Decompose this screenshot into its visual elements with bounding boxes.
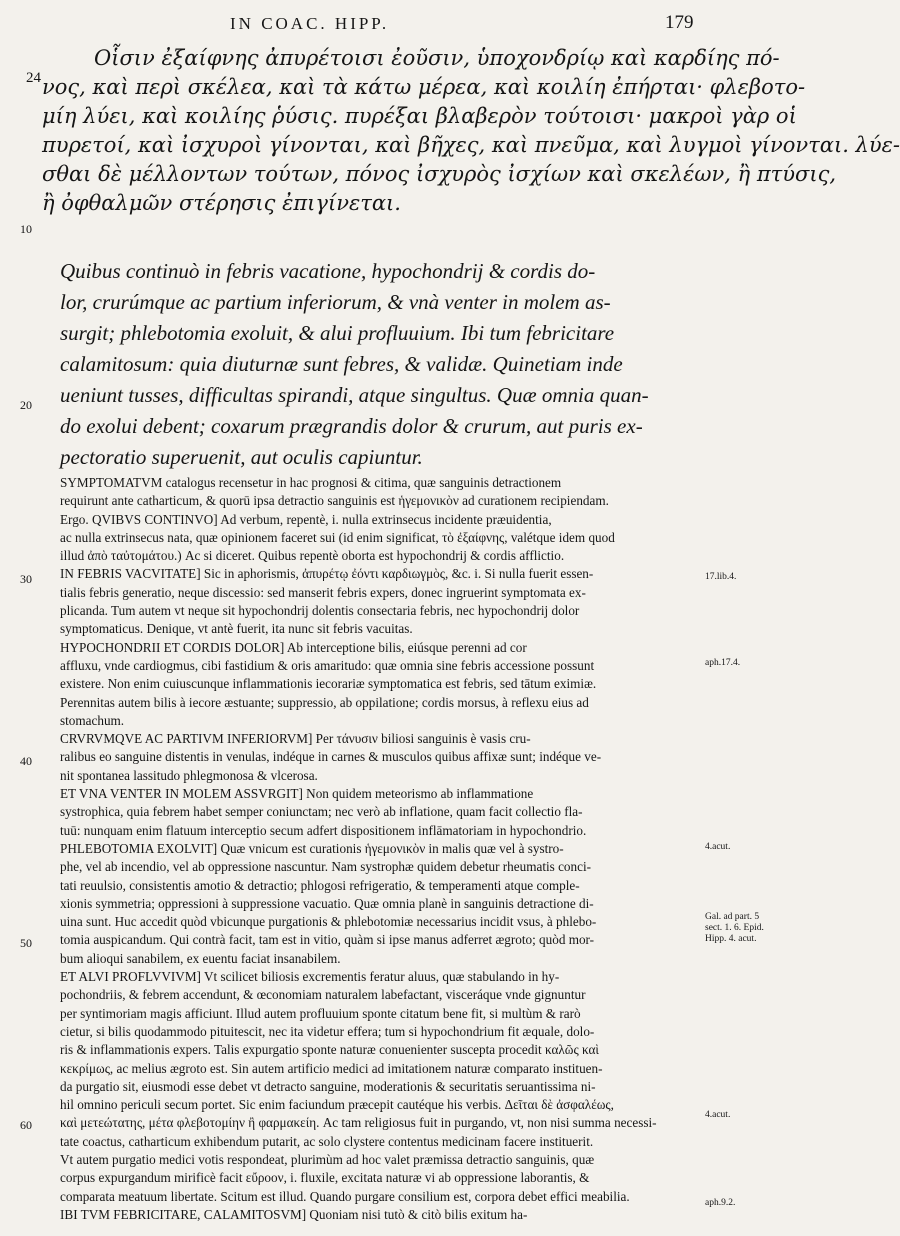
margin-note: sect. 1. 6. Epid. bbox=[705, 923, 764, 933]
commentary-block bbox=[60, 474, 712, 1224]
commentary-line: systrophica, quia febrem habet semper coniunctam; nec verò ab inflatione, quam facit collectio fla- bbox=[60, 804, 583, 820]
commentary-line: IBI TVM FEBRICITARE, CALAMITOSVM] Quoniam nisi tutò & citò bilis exitum ha- bbox=[60, 1206, 528, 1222]
line-number: 50 bbox=[20, 936, 32, 950]
latin-line: lor, crurúmque ac partium inferiorum, & vnà venter in molem as- bbox=[60, 290, 611, 314]
margin-note: 17.lib.4. bbox=[705, 572, 737, 582]
commentary-line: ET VNA VENTER IN MOLEM ASSVRGIT] Non quidem meteorismo ab inflammatione bbox=[60, 786, 534, 802]
commentary-line: κεκρίμως, ac melius ægroto est. Sin autem artificio medici ad imitationem naturæ comparato instituen- bbox=[60, 1060, 603, 1076]
margin-note: Hipp. 4. acut. bbox=[705, 934, 757, 944]
commentary-line: da purgatio sit, eiusmodi esse debet vt detracto sanguine, moderationis & securitatis seruantissima ni- bbox=[60, 1078, 596, 1094]
commentary-line: cietur, si bilis quodammodo pituitescit, nec ita videtur effera; tum si hypochondrium fit æquale, dolo- bbox=[60, 1023, 595, 1039]
commentary-line: tialis febris generatio, neque discessio: sed manserit febris expers, donec ingruerint symptomata ex- bbox=[60, 584, 586, 600]
commentary-line: phe, vel ab incendio, vel ab oppressione nascuntur. Nam systrophæ quidem debetur rheumatis conci- bbox=[60, 859, 592, 875]
commentary-line: illud ἀπὸ ταὐτομάτου.) Ac si diceret. Quibus repentè oborta est hypochondrij & cordis afflictio. bbox=[60, 548, 565, 564]
commentary-line: requirunt ante catharticum, & quorū ipsa detractio sanguinis est ἡγεμονικὸν ad curationem recipiendam. bbox=[60, 493, 609, 509]
line-number: 40 bbox=[20, 754, 32, 768]
greek-line: σθαι δὲ μέλλοντων τούτων, πόνος ἰσχυρὸς ἰσχίων καὶ σκελέων, ἢ πτύσις, bbox=[42, 162, 837, 186]
commentary-line: per syntimoriam magis afficiunt. Illud autem profluuium sponte citatum bene fit, si multùm & rarò bbox=[60, 1005, 581, 1021]
commentary-line: ralibus eo sanguine distentis in venulas, indéque in carnes & musculos quibus affixæ sunt; indéque ve- bbox=[60, 749, 602, 765]
latin-line: surgit; phlebotomia exoluit, & alui profluuium. Ibi tum febricitare bbox=[60, 321, 615, 345]
greek-text-block bbox=[42, 44, 900, 218]
commentary-line: existere. Non enim cuiuscunque inflammationis iecorariæ symptomatica est febris, sed tātum eximiæ. bbox=[60, 676, 597, 692]
commentary-line: CRVRVMQVE AC PARTIVM INFERIORVM] Per τάνυσιν biliosi sanguinis è vasis cru- bbox=[60, 731, 531, 747]
commentary-line: uina sunt. Huc accedit quòd vbicunque purgationis & phlebotomiæ necessarius incidit vsus, à phlebo- bbox=[60, 914, 597, 930]
commentary-line: tomia auspicandum. Qui contrà facit, tam est in vitio, quàm si ipse manus adferret ægroto; quòd mor- bbox=[60, 932, 595, 948]
margin-note: aph.9.2. bbox=[705, 1198, 736, 1208]
commentary-line: SYMPTOMATVM catalogus recensetur in hac prognosi & citima, quæ sanguinis detractionem bbox=[60, 475, 562, 490]
commentary-line: ac nulla extrinsecus nata, quæ opinionem faceret sui (id enim significat, τὸ ἐξαίφνης, valétque idem quod bbox=[60, 529, 615, 545]
commentary-line: ET ALVI PROFLVVIVM] Vt scilicet biliosis excrementis feratur aluus, quæ stabulando in hy- bbox=[60, 969, 560, 985]
commentary-line: symptomaticus. Denique, vt antè fuerit, ita nunc sit febris vacuitas. bbox=[60, 621, 413, 637]
greek-line: πυρετοί, καὶ ἰσχυροὶ γίνονται, καὶ βῆχες, καὶ πνεῦμα, καὶ λυγμοὶ γίνονται. λύε- bbox=[42, 133, 900, 157]
latin-line: calamitosum: quia diuturnæ sunt febres, & validæ. Quinetiam inde bbox=[60, 352, 623, 376]
commentary-line: xionis symmetria; oppressioni à suppressione vacuatio. Quæ omnia planè in sanguinis detractione di- bbox=[60, 895, 594, 911]
greek-line: ἢ ὀφθαλμῶν στέρησις ἐπιγίνεται. bbox=[42, 191, 401, 215]
commentary-line: stomachum. bbox=[60, 712, 125, 728]
latin-line: pectoratio superuenit, aut oculis capiuntur. bbox=[60, 445, 423, 469]
latin-line: Quibus continuò in febris vacatione, hypochondrij & cordis do- bbox=[60, 259, 596, 283]
page-header bbox=[0, 10, 800, 40]
line-number: 10 bbox=[20, 222, 32, 236]
line-number: 24 bbox=[26, 70, 41, 86]
latin-translation-block bbox=[60, 256, 720, 473]
margin-note: aph.17.4. bbox=[705, 658, 741, 668]
commentary-line: nit spontanea lassitudo phlegmonosa & vlcerosa. bbox=[60, 767, 318, 783]
commentary-line: ris & inflammationis expers. Talis expurgatio sponte naturæ conuenienter suscepta procedit καλῶς καὶ bbox=[60, 1042, 599, 1058]
commentary-line: affluxu, vnde cardiogmus, cibi fastidium & oris amaritudo: quæ omnia sine febris accessione possunt bbox=[60, 657, 595, 673]
line-number: 20 bbox=[20, 398, 32, 412]
greek-line: μίη λύει, καὶ κοιλίης ῥύσις. πυρέξαι βλαβερὸν τούτοισι· μακροὶ γὰρ οἱ bbox=[42, 104, 797, 128]
greek-line: Οἷσιν ἐξαίφνης ἀπυρέτοισι ἐοῦσιν, ὑποχονδρίῳ καὶ καρδίης πό- bbox=[94, 46, 780, 70]
latin-line: do exolui debent; coxarum prægrandis dolor & crurum, aut puris ex- bbox=[60, 414, 643, 438]
margin-note: Gal. ad part. 5 bbox=[705, 912, 760, 922]
margin-note: 4.acut. bbox=[705, 842, 731, 852]
commentary-line: PHLEBOTOMIA EXOLVIT] Quæ vnicum est curationis ἡγεμονικὸν in malis quæ vel à systro- bbox=[60, 840, 564, 856]
commentary-line: plicanda. Tum autem vt neque sit hypochondrij dolentis consectaria febris, nec hypochondrij dolor bbox=[60, 603, 580, 619]
running-head: IN COAC. HIPP. bbox=[230, 14, 390, 33]
commentary-line: corpus expurgandum mirificè facit εὔροον, i. fluxile, excitata naturæ vi ab oppressione laborantis, & bbox=[60, 1170, 590, 1186]
commentary-line: hil omnino periculi secum portet. Sic enim faciundum præcepit cautéque his verbis. Δεῖται δὲ ἀσφαλέως, bbox=[60, 1097, 614, 1113]
commentary-line: tuū: nunquam enim flatuum interceptio secum adfert dispositionem inflāmatoriam in hypochondrio. bbox=[60, 822, 587, 838]
commentary-line: Ergo. QVIBVS CONTINVO] Ad verbum, repentè, i. nulla extrinsecus incidente præuidentia, bbox=[60, 511, 552, 527]
greek-line: νος, καὶ περὶ σκέλεα, καὶ τὰ κάτω μέρεα, καὶ κοιλίη ἐπήρται· φλεβοτο- bbox=[42, 75, 806, 99]
latin-line: ueniunt tusses, difficultas spirandi, atque singultus. Quæ omnia quan- bbox=[60, 383, 649, 407]
commentary-line: tate coactus, catharticum exhibendum putarit, ac solo clystere contentus medicinam facere instituerit. bbox=[60, 1133, 594, 1149]
commentary-line: tati reuulsio, consistentis amotio & detractio; phlogosi refrigeratio, & temperamenti atque comple- bbox=[60, 877, 580, 893]
commentary-line: Perennitas autem bilis à iecore æstuante; suppressio, ab oppilatione; cordis morsus, à reflexu eius ad bbox=[60, 694, 589, 710]
commentary-line: pochondriis, & febrem accendunt, & œconomiam naturalem labefactant, visceráque vnde gignuntur bbox=[60, 987, 586, 1003]
commentary-line: Vt autem purgatio medici votis respondeat, plurimùm ad hoc valet præmissa detractio sanguinis, quæ bbox=[60, 1151, 595, 1167]
commentary-line: comparata meatuum libertate. Scitum est illud. Quando purgare consilium est, corpora debet effici meabilia. bbox=[60, 1188, 630, 1204]
commentary-line: bum alioqui sanabilem, ex euentu faciat insanabilem. bbox=[60, 950, 341, 966]
commentary-line: IN FEBRIS VACVITATE] Sic in aphorismis, ἀπυρέτῳ ἐόντι καρδιωγμὸς, &c. i. Si nulla fuerit essen- bbox=[60, 566, 594, 582]
line-number: 60 bbox=[20, 1118, 32, 1132]
page-number: 179 bbox=[665, 12, 694, 33]
margin-note: 4.acut. bbox=[705, 1110, 731, 1120]
commentary-line: καὶ μετεώτατης, μέτα φλεβοτομίην ἢ φαρμακείη. Ac tam religiosus fuit in purgando, vt, non nisi summa necessi- bbox=[60, 1115, 657, 1131]
line-number: 30 bbox=[20, 572, 32, 586]
commentary-line: HYPOCHONDRII ET CORDIS DOLOR] Ab interceptione bilis, eiúsque perenni ad cor bbox=[60, 639, 527, 655]
